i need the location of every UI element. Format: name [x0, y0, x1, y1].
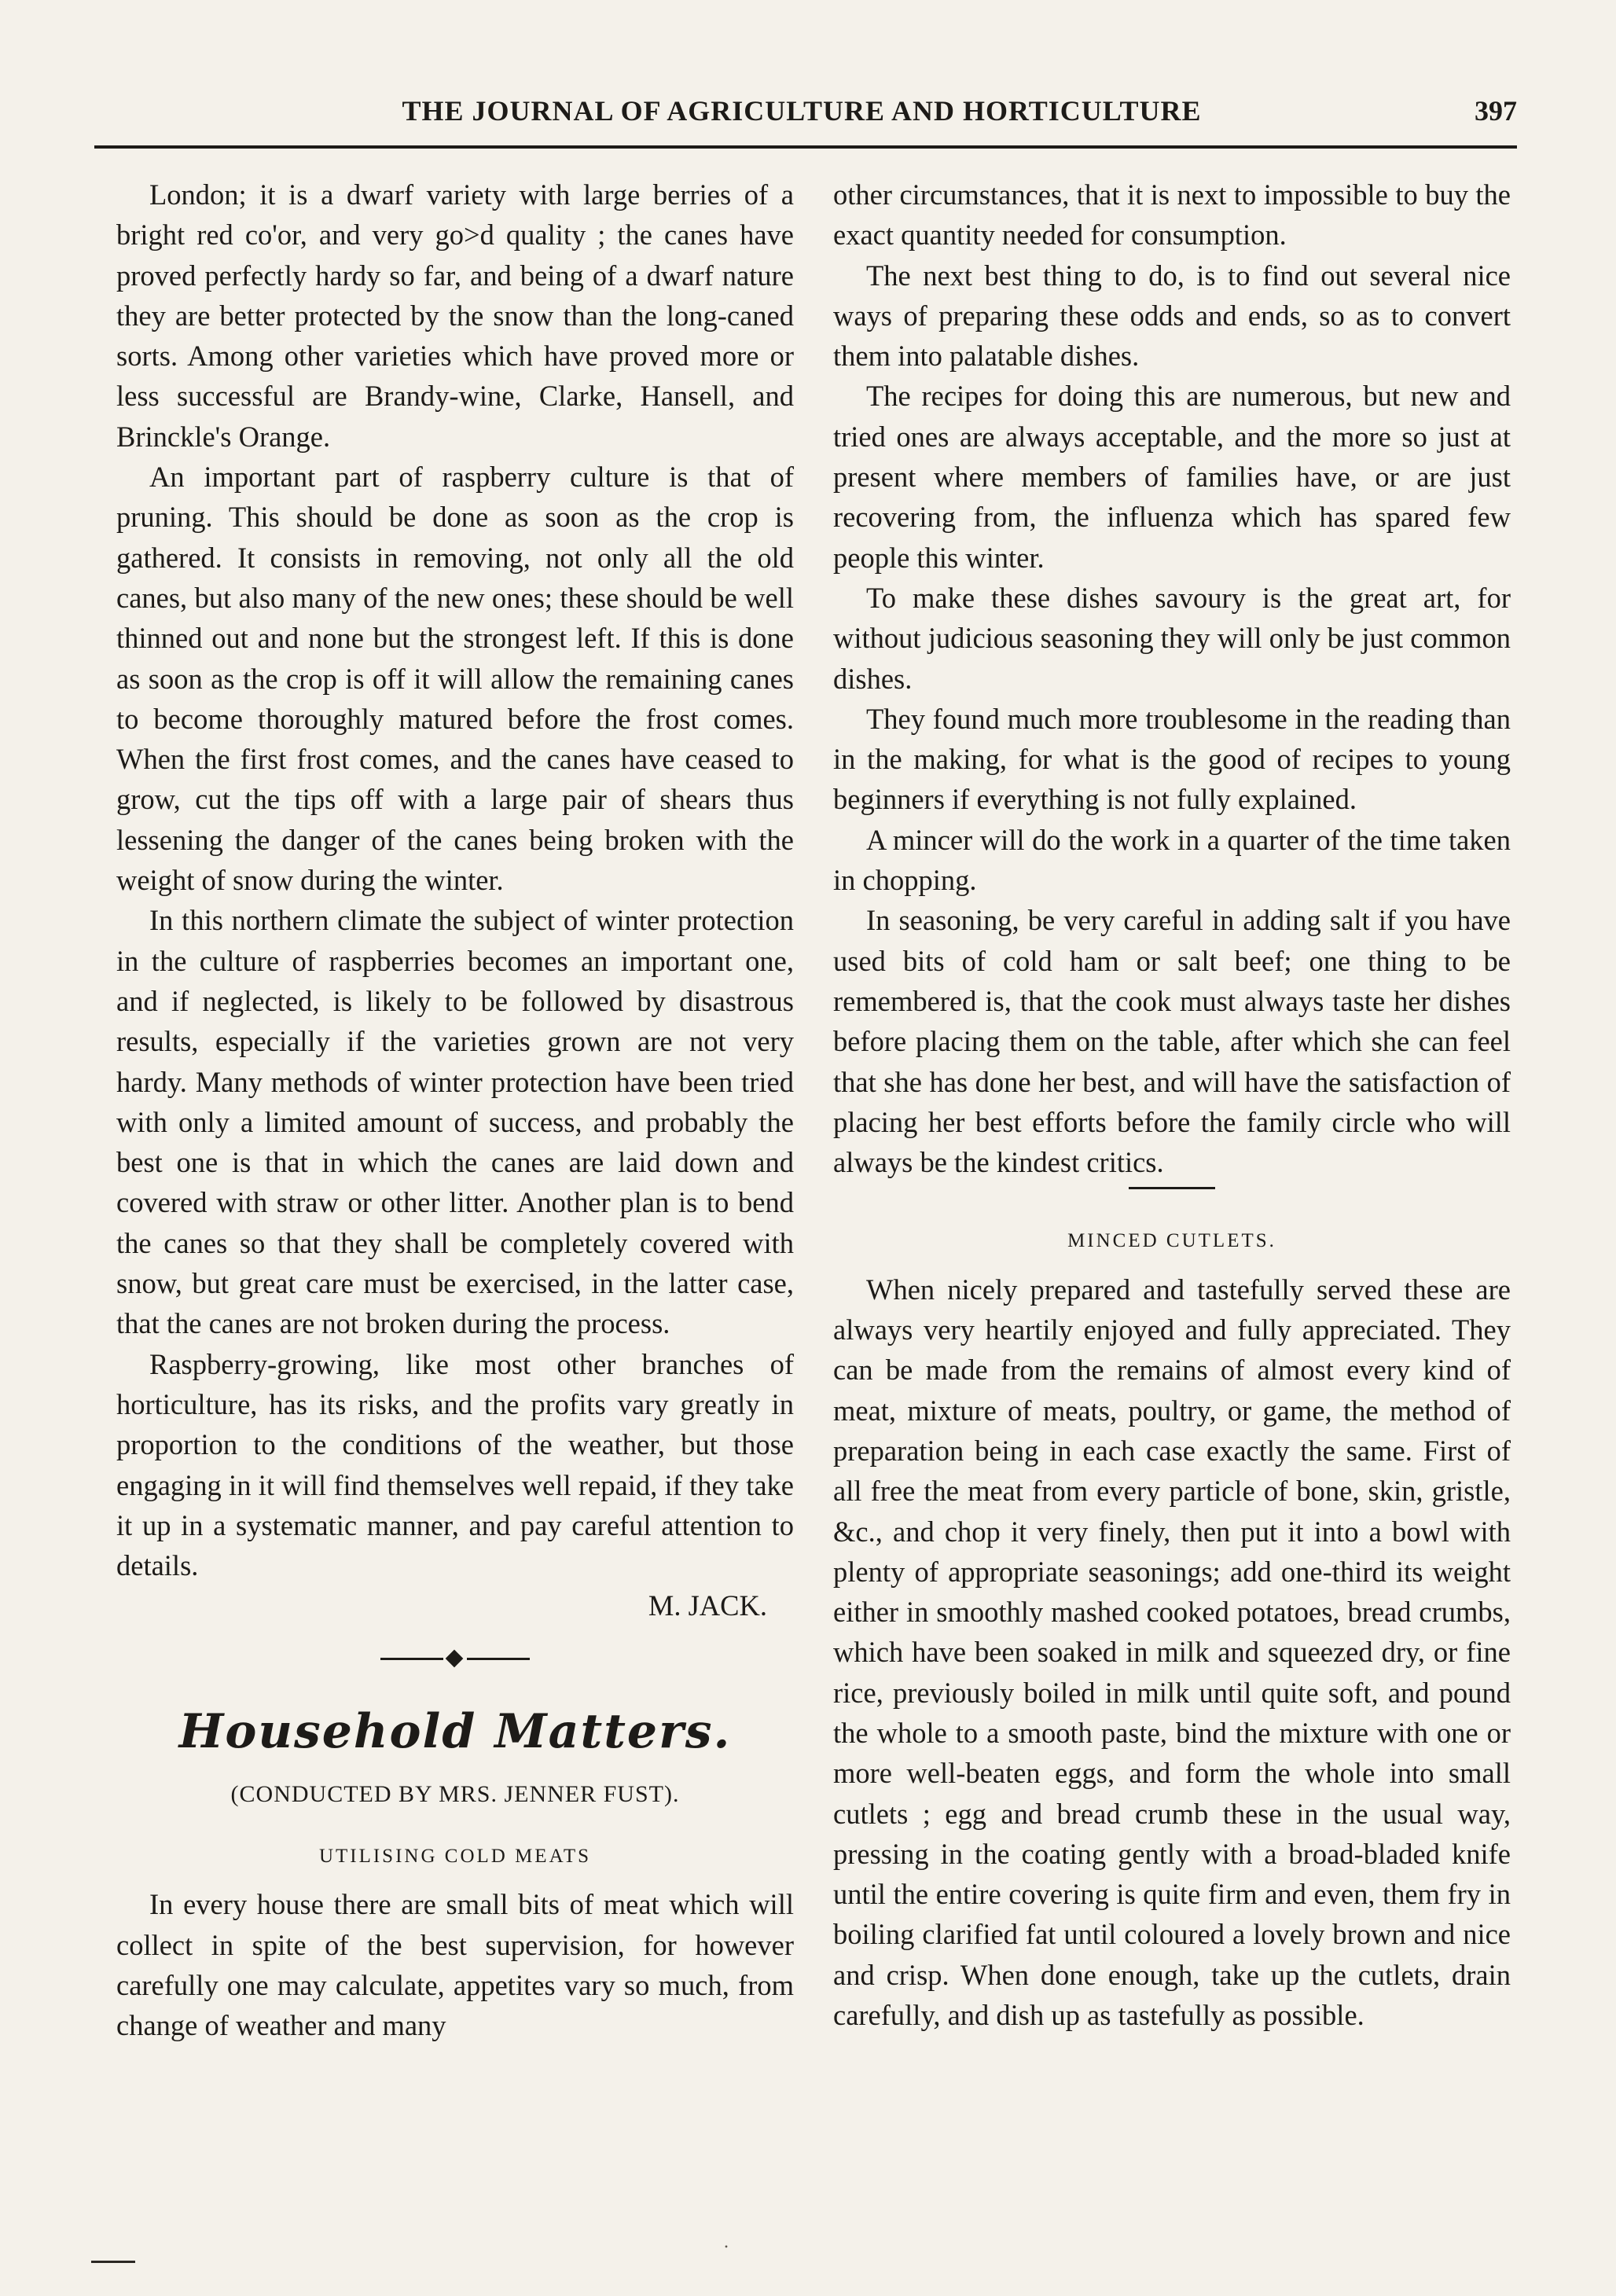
section-byline: (CONDUCTED BY MRS. JENNER FUST). [230, 1780, 680, 1807]
paragraph: When nicely prepared and tastefully served these are always very heartily enjoyed and fully appreciated. They can be made from the remains of almost every kind of meat, mixture of meats, poultry, or game, the method of preparation being in each case exactly the same. First of all free the meat from every particle of bone, skin, gristle, &c., and chop it very finely, then put it into a bowl with plenty of appropriate seasonings; add one-third its weight either in smoothly mashed cooked potatoes, bread crumbs, which have been soaked in milk and squeezed dry, or fine rice, previously boiled in milk until quite soft, and pound the whole to a smooth paste, bind the mixture with one or more well-beaten eggs, and form the whole into small cutlets ; egg and bread crumb these in the usual way, pressing in the coating gently with a broad-bladed knife until the entire covering is quite firm and even, them fry in boiling clarified fat until coloured a lovely brown and nice and crisp. When done enough, take up the cutlets, drain carefully, and dish up as tastefully as possible. [833, 1273, 1511, 2032]
paragraph: An important part of raspberry culture is that of pruning. This should be done as soon as the crop is gathered. It consists in removing, not only all the old canes, but also many of the new ones; these should be well thinned out and none but the strongest left. If this is done as soon as the crop is off it will allow the remaining canes to become thoroughly matured before the frost comes. When the first frost comes, and the canes have ceased to grow, cut the tips off with a large pair of shears thus lessening the danger of the canes being broken with the weight of snow during the winter. [116, 461, 794, 897]
paragraph: In this northern climate the subject of winter protection in the culture of raspberries becomes an important one, and if neglected, is likely to be followed by disastrous results, especially if the varieties grown are not very hardy. Many methods of winter protection have been tried with only a limited amount of success, and probably the best one is that in which the canes are laid down and covered with straw or other litter. Another plan is to bend the canes so that they shall be completely covered with snow, but great care must be exercised, in the latter case, that the canes are not broken during the process. [116, 904, 794, 1340]
author-signature: M. JACK. [648, 1589, 767, 1622]
paragraph: The recipes for doing this are numerous, but new and tried ones are always acceptable, and the more so just at present where members of families have, or are just recovering from, the influenza which has spared few people this winter. [833, 380, 1511, 574]
subheading: MINCED CUTLETS. [1067, 1230, 1276, 1252]
print-speck: · [723, 2237, 729, 2257]
page-number: 397 [1475, 95, 1517, 127]
paragraph: In every house there are small bits of meat which will collect in spite of the best supervision, for however carefully one may calculate, appetites vary so much, from change of weather and many [116, 1888, 794, 2042]
page-header [94, 94, 1517, 138]
right-column [833, 174, 1511, 2035]
section-divider-ornament [380, 1647, 530, 1670]
short-rule [1129, 1187, 1215, 1189]
subheading: UTILISING COLD MEATS [318, 1845, 592, 1867]
section-title: Household Matters. [178, 1703, 732, 1759]
paragraph: A mincer will do the work in a quarter of the time taken in chopping. [833, 823, 1511, 897]
paragraph: other circumstances, that it is next to impossible to buy the exact quantity needed for consumption. [833, 178, 1511, 252]
paragraph: They found much more troublesome in the reading than in the making, for what is the good of recipes to young beginners if everything is not fully explained. [833, 702, 1511, 816]
paragraph: The next best thing to do, is to find out several nice ways of preparing these odds and ends, so as to convert them into palatable dishes. [833, 259, 1511, 373]
paragraph: In seasoning, be very careful in adding salt if you have used bits of cold ham or salt beef; one thing to be remembered is, that the cook must always taste her dishes before placing them on the table, after which she can feel that she has done her best, and will have the satisfaction of placing her best efforts before the family circle who will always be the kindest critics. [833, 904, 1511, 1179]
margin-mark [91, 2261, 135, 2263]
paragraph: To make these dishes savoury is the great art, for without judicious seasoning they will only be just common dishes. [833, 581, 1511, 695]
paragraph: Raspberry-growing, like most other branches of horticulture, has its risks, and the profits vary greatly in proportion to the conditions of the weather, but those engaging in it will find themselves well repaid, if they take it up in a systematic manner, and pay careful attention to details. [116, 1347, 794, 1582]
paragraph: London; it is a dwarf variety with large berries of a bright red co'or, and very go>d quality ; the canes have proved perfectly hardy so far, and being of a dwarf nature they are better protected by the snow than the long-caned sorts. Among other varieties which have proved more or less successful are Brandy-wine, Clarke, Hansell, and Brinckle's Orange. [116, 178, 794, 453]
header-rule [94, 145, 1517, 149]
left-column [116, 174, 794, 2045]
running-title: THE JOURNAL OF AGRICULTURE AND HORTICULTURE [402, 95, 1202, 127]
